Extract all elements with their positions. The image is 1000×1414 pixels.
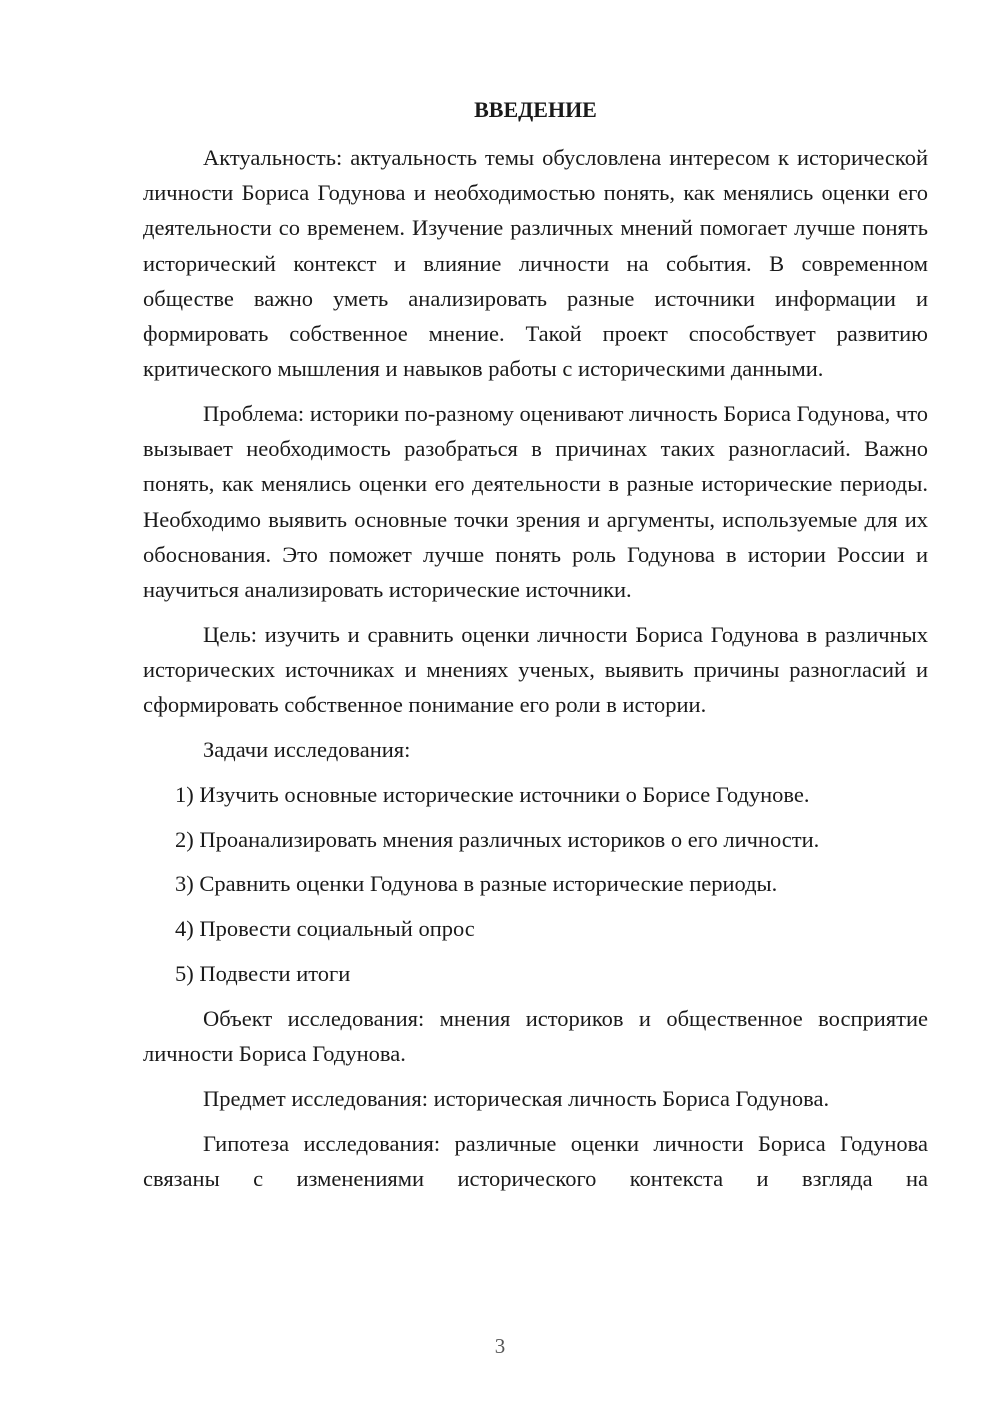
task-item-2: 2) Проанализировать мнения различных историков о его личности.	[175, 826, 820, 852]
task-item-4: 4) Провести социальный опрос	[175, 916, 475, 942]
task-item-5: 5) Подвести итоги	[175, 961, 351, 987]
task-item-1: 1) Изучить основные исторические источники о Борисе Годунове.	[175, 781, 810, 807]
relevance-paragraph: Актуальность: актуальность темы обусловлена интересом к исторической личности Бориса Годунова и необходимостью понять, как менялись оценки его деятельности со временем. Изучение различных мнений помогает лучше понять исторический контекст и влияние личности на события. В современном обществе важно уметь анализировать разные источники информации и формировать собственное мнение. Такой проект способствует развитию критического мышления и навыков работы с историческими данными.	[143, 145, 928, 382]
page-title: ВВЕДЕНИЕ	[474, 97, 597, 122]
goal-paragraph: Цель: изучить и сравнить оценки личности Бориса Годунова в различных исторических источниках и мнениях ученых, выявить причины разногласий и сформировать собственное понимание его роли в истории.	[143, 621, 928, 718]
tasks-list	[143, 777, 928, 991]
object-paragraph: Объект исследования: мнения историков и общественное восприятие личности Бориса Годунова.	[143, 1005, 928, 1067]
subject-paragraph: Предмет исследования: историческая личность Бориса Годунова.	[203, 1085, 830, 1111]
tasks-heading: Задачи исследования:	[203, 737, 411, 763]
document-page	[143, 92, 928, 1206]
task-item-3: 3) Сравнить оценки Годунова в разные исторические периоды.	[175, 871, 778, 897]
hypothesis-paragraph: Гипотеза исследования: различные оценки личности Бориса Годунова связаны с изменениями исторического контекста и взгляда на	[143, 1130, 928, 1191]
page-number: 3	[494, 1334, 506, 1358]
problem-paragraph: Проблема: историки по-разному оценивают личность Бориса Годунова, что вызывает необходимость разобраться в причинах таких разногласий. Важно понять, как менялись оценки его деятельности в разные исторические периоды. Необходимо выявить основные точки зрения и аргументы, используемые для их обоснования. Это поможет лучше понять роль Годунова в истории России и научиться анализировать исторические источники.	[143, 401, 928, 603]
